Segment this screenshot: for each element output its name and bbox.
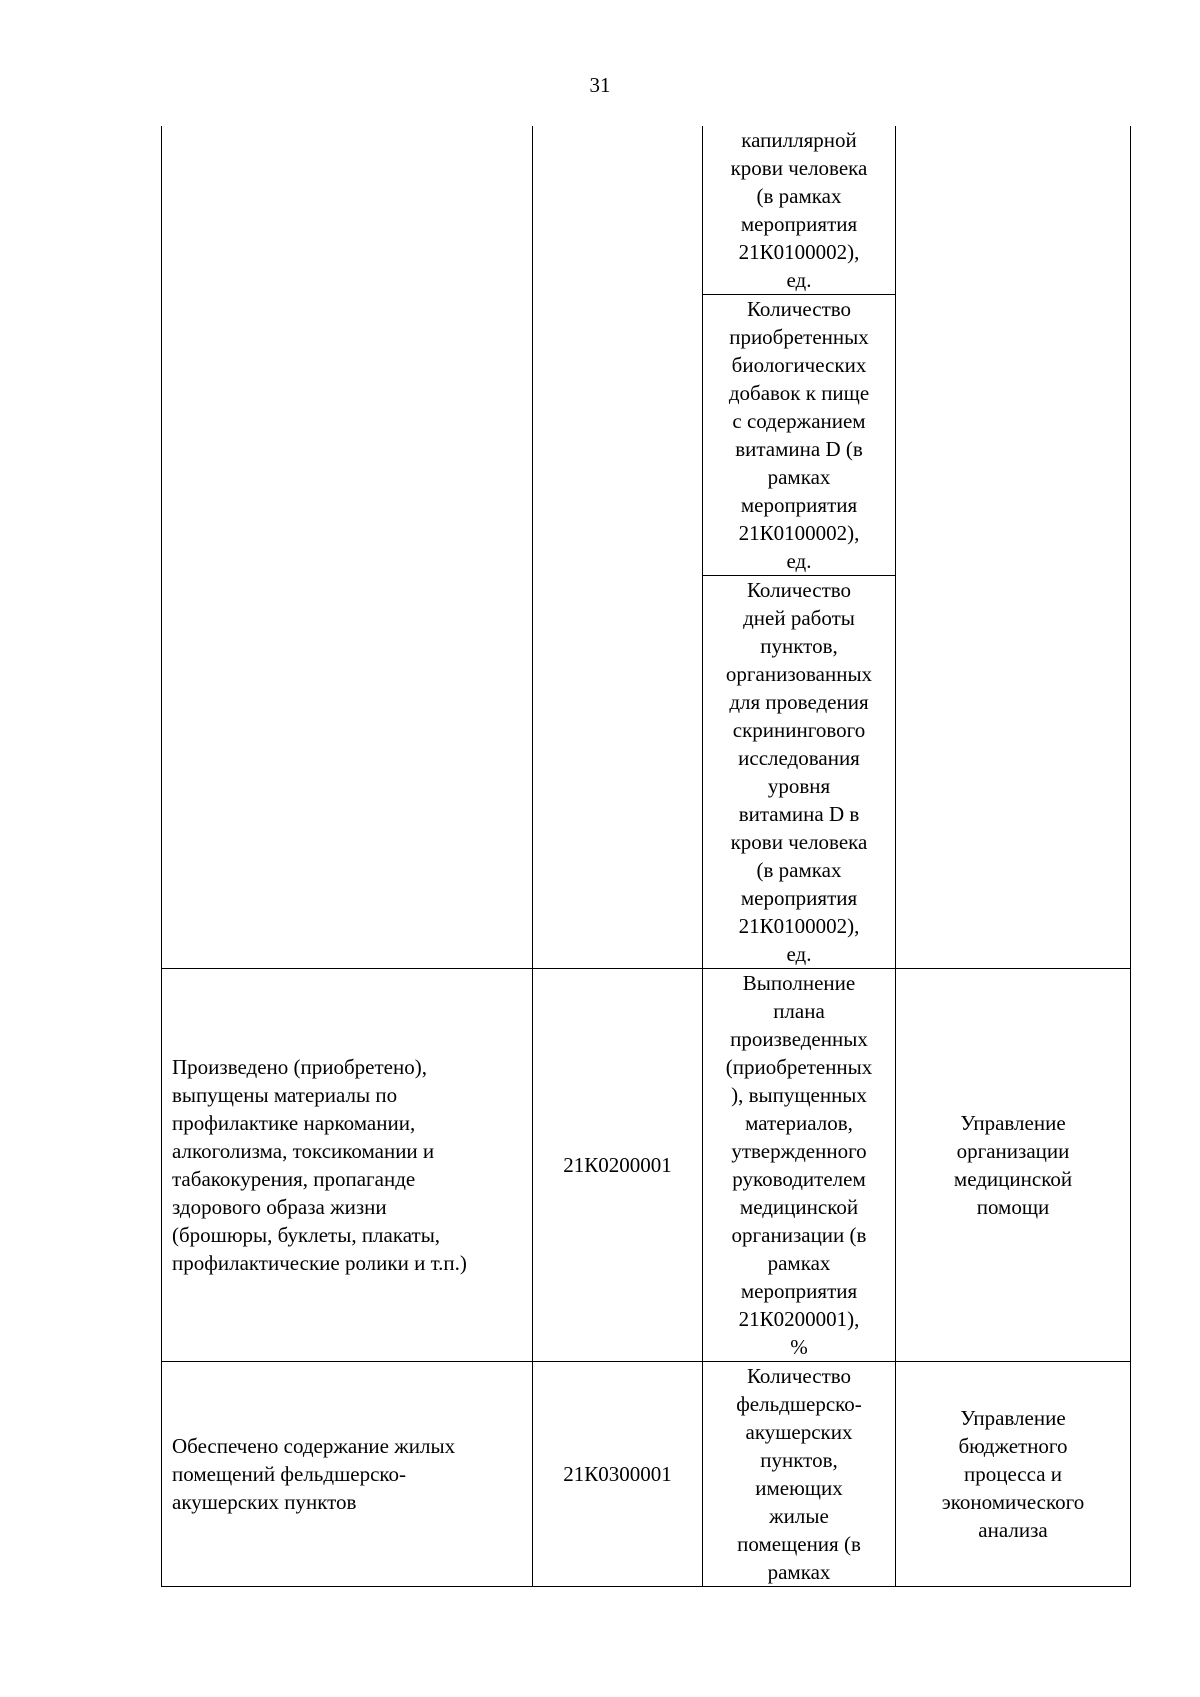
text-line: Количество [746,1364,852,1388]
text-line: руководителем [732,1167,866,1191]
text-line: процесса и [963,1462,1063,1486]
table-row [162,1362,1131,1587]
text-line: рамках [767,1560,831,1584]
text-line: ед. [786,942,812,966]
text-line: профилактике наркомании, [172,1111,416,1135]
text-line: акушерских [745,1420,853,1444]
text-line: организованных [725,662,873,686]
text-line: (в рамках [756,858,842,882]
text-line: витамина D (в [735,437,863,461]
text-line: Обеспечено содержание жилых [172,1434,456,1458]
text-line: анализа [978,1518,1048,1542]
text-line: мероприятия [740,493,858,517]
text-line: Произведено (приобретено), [172,1055,427,1079]
text-line: приобретенных [729,325,869,349]
text-line: дней работы [743,606,855,630]
text-line: 21К0100002), [738,240,860,264]
text-line: помощи [976,1195,1050,1219]
text-line: экономического [941,1490,1085,1514]
text-line: Выполнение [742,971,856,995]
text-line: крови человека [730,156,868,180]
indicator-cell [703,576,896,969]
text-line: исследования [738,746,860,770]
text-line: организации (в [731,1223,867,1247]
text-line: медицинской [953,1167,1073,1191]
text-line: ), выпущенных [731,1083,867,1107]
text-line: помещения (в [737,1532,861,1556]
text-line: пунктов, [760,1448,838,1472]
text-line: Управление [960,1111,1066,1135]
text-line: мероприятия [740,1279,858,1303]
text-line: ед. [786,268,812,292]
text-line: (брошюры, буклеты, плакаты, [172,1223,441,1247]
text-line: организации [956,1139,1070,1163]
text-line: профилактические ролики и т.п.) [172,1251,467,1275]
text-line: плана [773,999,825,1023]
text-line: произведенных [730,1027,868,1051]
text-line: витамина D в [738,802,860,826]
responsible-cell [896,969,1131,1362]
text-line: мероприятия [740,212,858,236]
text-line: жилые [769,1504,829,1528]
text-line: утвержденного [731,1139,867,1163]
result-cell [162,969,533,1362]
page-number: 31 [589,73,611,97]
indicator-cell [703,969,896,1362]
text-line: (в рамках [756,184,842,208]
text-line: 21К0100002), [738,521,860,545]
text-line: 21К0100002), [738,914,860,938]
result-cell [162,126,533,969]
table-row [162,969,1131,1362]
text-line: помещений фельдшерско- [172,1462,407,1486]
text-line: капиллярной [741,128,857,152]
text-line: пунктов, [760,634,838,658]
text-line: табакокурения, пропаганде [172,1167,416,1191]
indicator-cell [703,295,896,576]
code-cell [533,126,703,969]
text-line: Количество [746,578,852,602]
text-line: алкоголизма, токсикомании и [172,1139,435,1163]
text-line: уровня [767,774,831,798]
indicator-cell [703,126,896,295]
text-line: здорового образа жизни [172,1195,387,1219]
text-line: рамках [767,465,831,489]
text-line: выпущены материалы по [172,1083,398,1107]
code-text: 21К0200001 [563,1153,672,1177]
text-line: ед. [786,549,812,573]
text-line: для проведения [729,690,869,714]
text-line: акушерских пунктов [172,1490,357,1514]
table-row [162,126,1131,295]
text-line: крови человека [730,830,868,854]
text-line: медицинской [739,1195,859,1219]
text-line: (приобретенных [725,1055,873,1079]
responsible-cell [896,126,1131,969]
text-line: с содержанием [732,409,866,433]
text-line: Количество [746,297,852,321]
text-line: скринингового [732,718,866,742]
result-cell [162,1362,533,1587]
text-line: 21К0200001), [738,1307,860,1331]
text-line: мероприятия [740,886,858,910]
text-line: % [790,1335,808,1359]
code-cell [533,969,703,1362]
text-line: рамках [767,1251,831,1275]
text-line: биологических [731,353,867,377]
responsible-cell [896,1362,1131,1587]
text-line: добавок к пище [728,381,870,405]
code-cell [533,1362,703,1587]
text-line: имеющих [755,1476,843,1500]
indicator-cell [703,1362,896,1587]
text-line: материалов, [745,1111,853,1135]
measures-table [161,126,1131,1587]
code-text: 21К0300001 [563,1462,672,1486]
text-line: фельдшерско- [736,1392,862,1416]
text-line: бюджетного [958,1434,1068,1458]
text-line: Управление [960,1406,1066,1430]
